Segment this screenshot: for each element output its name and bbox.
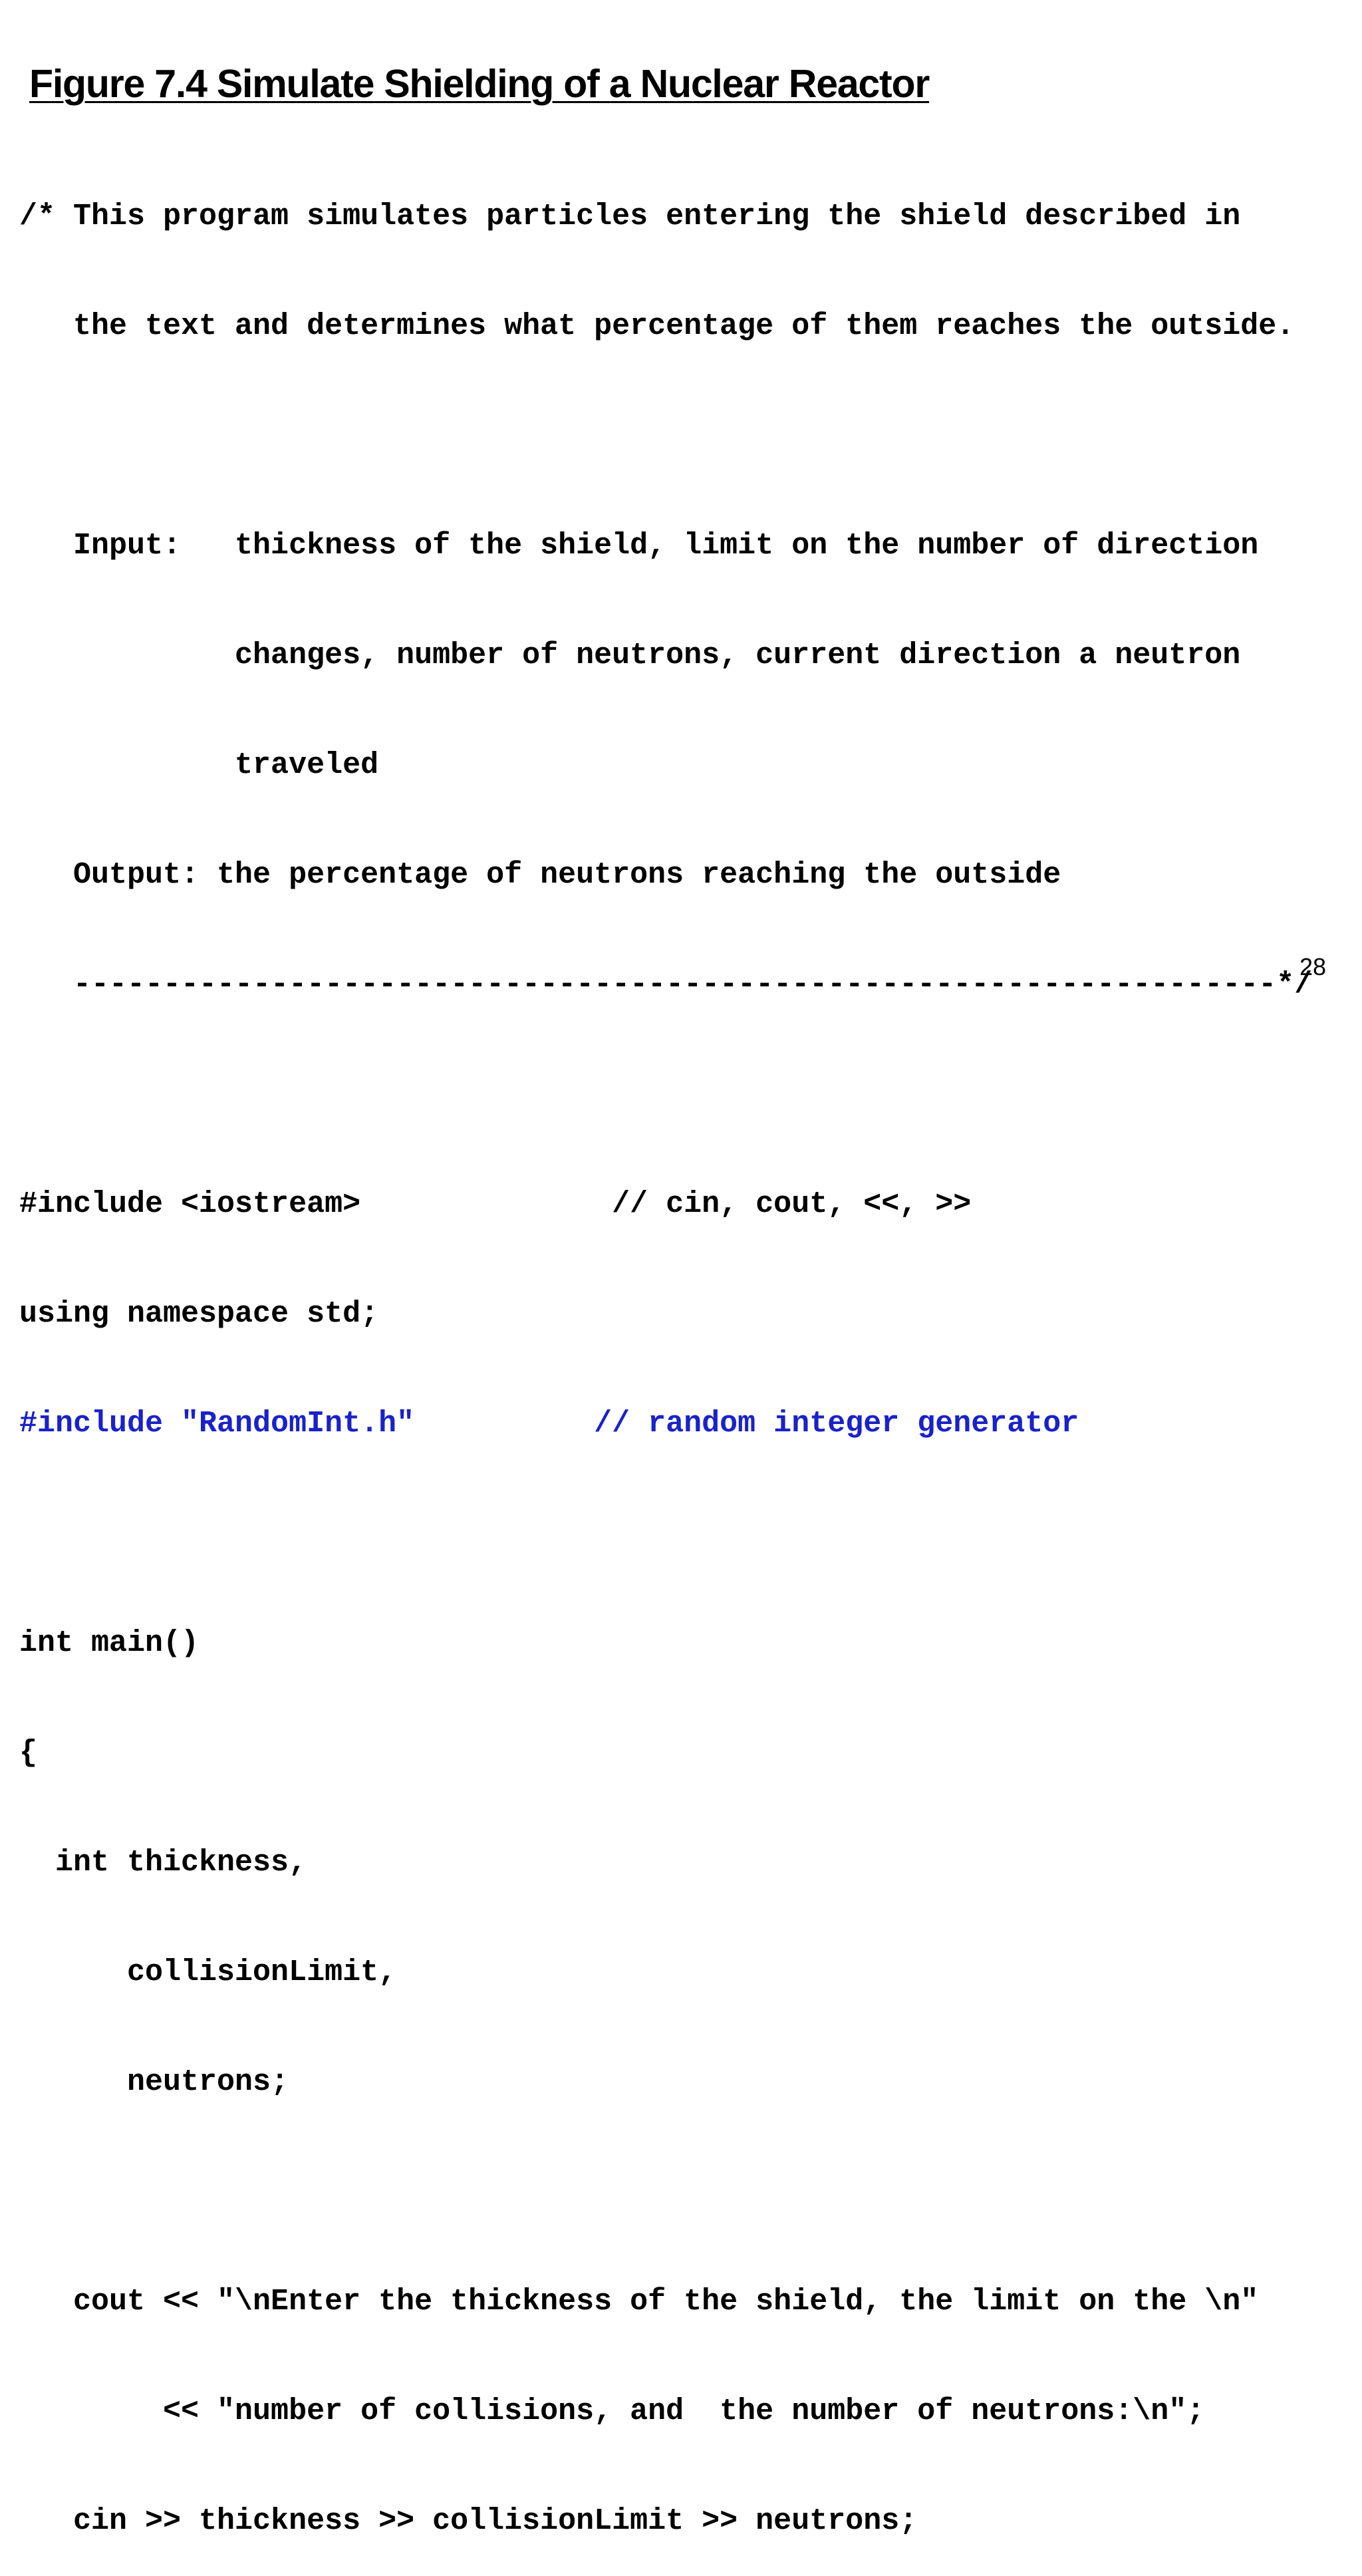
code-line-blank — [19, 1515, 1312, 1552]
code-line-cout-prompt-1: cout << "\nEnter the thickness of the shield, the limit on the \n" — [19, 2285, 1259, 2319]
code-line-cout-prompt-2: << "number of collisions, and the number of neutrons:\n"; — [19, 2394, 1205, 2428]
code-line-comment-2: the text and determines what percentage of them reaches the outside. — [19, 309, 1295, 343]
code-line-blank — [19, 2174, 1312, 2210]
code-line-comment-1: /* This program simulates particles entering the shield described in — [19, 200, 1241, 233]
code-line-blank — [19, 1076, 1312, 1113]
code-line-decl-thickness: int thickness, — [19, 1846, 307, 1880]
code-line-include-iostream: #include <iostream> // cin, cout, <<, >> — [19, 1187, 972, 1221]
code-line-decl-collision-limit: collisionLimit, — [19, 1955, 397, 1989]
code-line-input-2: changes, number of neutrons, current direction a neutron — [19, 639, 1241, 672]
code-line-include-randomint: #include "RandomInt.h" // random integer generator — [19, 1407, 1079, 1441]
code-line-decl-neutrons: neutrons; — [19, 2065, 289, 2099]
code-line-using-namespace: using namespace std; — [19, 1297, 379, 1331]
page-number: 28 — [1299, 953, 1326, 980]
code-line-output: Output: the percentage of neutrons reaching the outside — [19, 858, 1061, 892]
code-line-main-signature: int main() — [19, 1626, 200, 1660]
code-line-input-3: traveled — [19, 748, 379, 782]
code-line-open-brace: { — [19, 1736, 38, 1770]
code-line-comment-end: -------------------------------------------------------------------*/ — [19, 968, 1313, 1002]
code-line-blank — [19, 418, 1312, 454]
code-line-cin-read: cin >> thickness >> collisionLimit >> neutrons; — [19, 2504, 918, 2538]
code-listing — [19, 125, 1312, 2576]
code-line-input-1: Input: thickness of the shield, limit on the number of direction — [19, 529, 1259, 563]
slide-title: Figure 7.4 Simulate Shielding of a Nuclear Reactor — [29, 62, 930, 106]
